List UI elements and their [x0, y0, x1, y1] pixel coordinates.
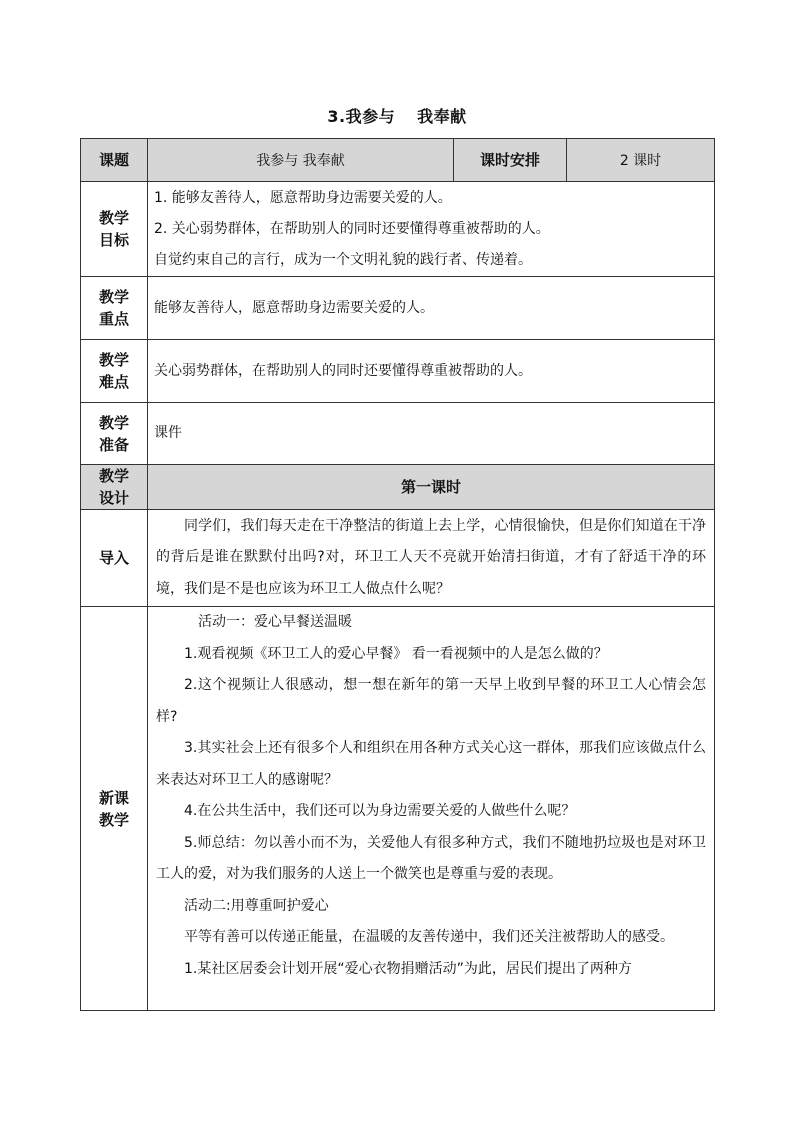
difficulties-content-cell	[148, 340, 715, 403]
document-title	[0, 104, 794, 127]
preparation-text: 课件	[154, 425, 182, 441]
difficulties-row	[81, 340, 715, 403]
header-row	[81, 139, 715, 182]
activity1-item-4: 4.在公共生活中，我们还可以为身边需要关爱的人做些什么呢？	[184, 803, 576, 819]
goals-row	[81, 182, 715, 277]
new-lesson-label-line2: 教学	[98, 810, 129, 829]
schedule-label: 课时安排	[479, 151, 540, 169]
schedule-value-cell	[567, 139, 715, 182]
goal-line-1: 1. 能够友善待人，愿意帮助身边需要关爱的人。	[154, 189, 452, 206]
goals-label-line2: 目标	[98, 231, 129, 249]
intro-label: 导入	[98, 549, 129, 567]
activity2-item-1: 1.某社区居委会计划开展“爱心衣物捐赠活动”为此，居民们提出了两种方	[184, 960, 632, 977]
topic-value-cell	[148, 139, 454, 182]
intro-row	[81, 510, 715, 607]
difficulties-label-cell	[81, 340, 148, 403]
new-lesson-label-line1: 新课	[98, 788, 129, 807]
schedule-label-cell	[454, 139, 567, 182]
difficulties-label-line2: 难点	[98, 373, 129, 391]
key-points-label-line1: 教学	[98, 288, 129, 306]
key-points-content-cell	[148, 277, 715, 340]
design-text: 第一课时	[400, 478, 461, 496]
activity1-item-5: 5.师总结：勿以善小而不为，关爱他人有很多种方式，我们不随地扔垃圾也是对环卫工人的爱，对为我们服务的人送上一个微笑也是尊重与爱的表现。	[156, 834, 706, 882]
activity2-title: 活动二:用尊重呵护爱心	[184, 897, 329, 914]
key-points-label-cell	[81, 277, 148, 340]
lesson-plan-table	[80, 138, 715, 1011]
preparation-label-line1: 教学	[98, 413, 129, 432]
goals-label-line1: 教学	[98, 209, 129, 227]
topic-label-cell	[81, 139, 148, 182]
design-content-cell	[148, 465, 715, 510]
title-part1: 我参与	[345, 107, 396, 126]
preparation-row	[81, 403, 715, 465]
topic-value: 我参与 我奉献	[256, 153, 345, 169]
intro-content-cell	[148, 510, 715, 607]
preparation-label-line2: 准备	[98, 435, 129, 454]
goals-content-cell	[148, 182, 715, 277]
key-points-label-line2: 重点	[98, 310, 129, 328]
preparation-content-cell	[148, 403, 715, 465]
title-part2: 我奉献	[417, 107, 467, 126]
new-lesson-label-cell	[81, 607, 148, 1011]
new-lesson-content-cell	[148, 607, 715, 1011]
preparation-label-cell	[81, 403, 148, 465]
activity1-item-2: 2.这个视频让人很感动，想一想在新年的第一天早上收到早餐的环卫工人心情会怎样?	[156, 677, 706, 725]
goal-line-2: 2. 关心弱势群体，在帮助别人的同时还要懂得尊重被帮助的人。	[154, 220, 550, 237]
goal-line-3: 自觉约束自己的言行，成为一个文明礼貌的践行者、传递着。	[154, 251, 532, 268]
intro-label-cell	[81, 510, 148, 607]
new-lesson-row	[81, 607, 715, 1011]
activity1-item-1: 1.观看视频《环卫工人的爱心早餐》 看一看视频中的人是怎么做的？	[184, 645, 608, 662]
title-number: 3.	[327, 107, 346, 126]
goals-label-cell	[81, 182, 148, 277]
activity1-item-3: 3.其实社会上还有很多个人和组织在用各种方式关心这一群体，那我们应该做点什么来表达对环卫工人的感谢呢？	[156, 740, 706, 788]
activity2-intro: 平等有善可以传递正能量，在温暖的友善传递中，我们还关注被帮助人的感受。	[184, 929, 674, 945]
design-label-cell	[81, 465, 148, 510]
design-label-line1: 教学	[98, 467, 129, 485]
key-points-row	[81, 277, 715, 340]
schedule-value: 2 课时	[619, 153, 662, 169]
design-label-line2: 设计	[98, 489, 129, 507]
key-points-text: 能够友善待人，愿意帮助身边需要关爱的人。	[154, 299, 434, 316]
activity1-title: 活动一：爱心早餐送温暖	[198, 614, 352, 630]
design-row	[81, 465, 715, 510]
difficulties-text: 关心弱势群体，在帮助别人的同时还要懂得尊重被帮助的人。	[154, 362, 532, 379]
topic-label: 课题	[98, 151, 129, 169]
intro-text: 同学们，我们每天走在干净整洁的街道上去上学，心情很愉快，但是你们知道在干净的背后是谁在默默付出吗?对，环卫工人天不亮就开始清扫街道，才有了舒适干净的环境，我们是不是也应该为环卫工人做点什么呢？	[156, 517, 706, 597]
difficulties-label-line1: 教学	[98, 351, 129, 369]
